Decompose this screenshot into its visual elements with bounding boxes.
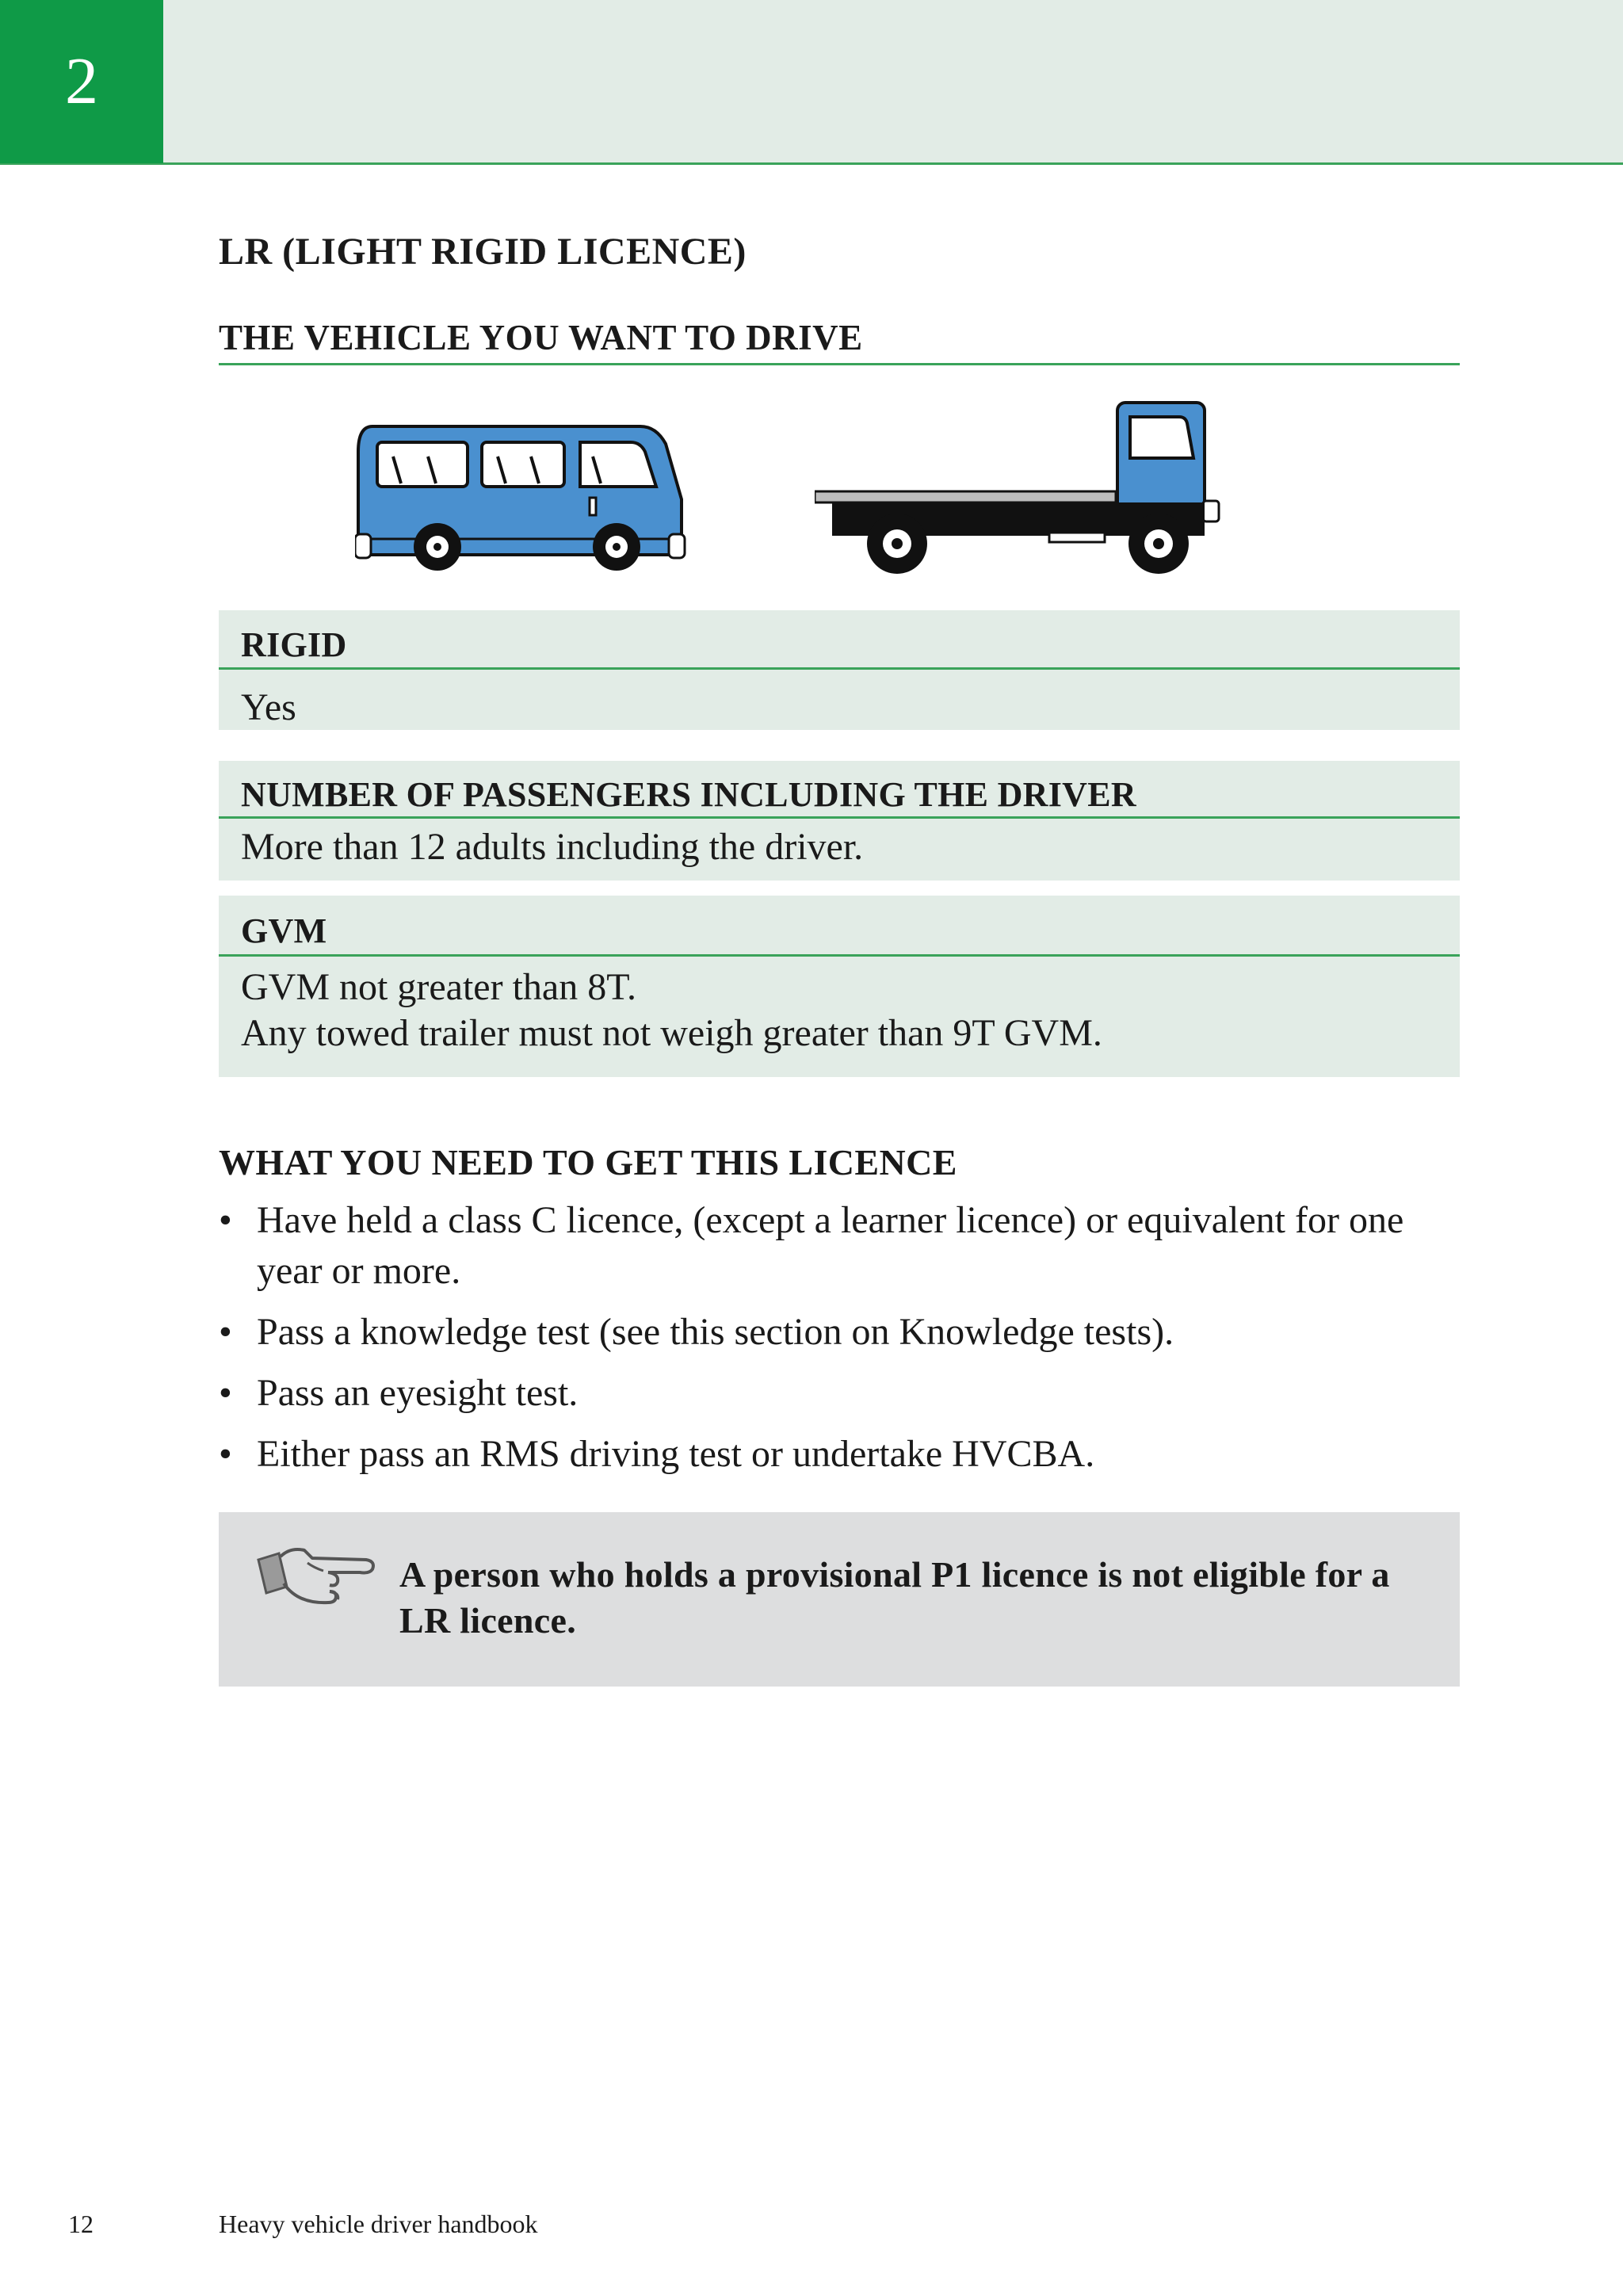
list-item: • Have held a class C licence, (except a learner licence) or equivalent for one year or more.	[219, 1195, 1460, 1297]
info-box-value: More than 12 adults including the driver.	[241, 826, 864, 868]
requirements-list	[219, 1195, 1460, 1490]
list-item: • Pass a knowledge test (see this section on Knowledge tests).	[219, 1307, 1460, 1358]
chapter-tab: 2	[0, 0, 163, 163]
page-number: 12	[68, 2210, 94, 2238]
info-box-line: Any towed trailer must not weigh greater than 9T GVM.	[241, 1012, 1102, 1054]
list-item: • Pass an eyesight test.	[219, 1368, 1460, 1419]
header-band	[0, 0, 1623, 165]
note-box	[219, 1512, 1460, 1687]
info-box-heading: RIGID	[219, 610, 1460, 670]
note-text: A person who holds a provisional P1 licence is not eligible for a LR licence.	[399, 1554, 1390, 1641]
list-item: • Either pass an RMS driving test or undertake HVCBA.	[219, 1429, 1460, 1480]
info-box-value	[219, 957, 1460, 1056]
info-box-rigid	[219, 610, 1460, 730]
requirements-heading: WHAT YOU NEED TO GET THIS LICENCE	[219, 1142, 957, 1182]
vehicle-illustrations	[219, 380, 1460, 586]
info-box-line: GVM not greater than 8T.	[241, 966, 636, 1008]
info-box-heading: NUMBER OF PASSENGERS INCLUDING THE DRIVER	[219, 761, 1460, 819]
info-box-value: Yes	[241, 686, 296, 728]
bus-icon	[355, 420, 688, 579]
book-title: Heavy vehicle driver handbook	[219, 2210, 538, 2238]
section-heading: THE VEHICLE YOU WANT TO DRIVE	[219, 317, 1460, 365]
flatbed-truck-icon	[815, 396, 1227, 579]
info-box-gvm	[219, 896, 1460, 1077]
info-box-passengers	[219, 761, 1460, 881]
pointing-hand-icon	[255, 1536, 382, 1623]
info-box-heading: GVM	[219, 896, 1460, 957]
page-title: LR (LIGHT RIGID LICENCE)	[219, 231, 747, 273]
